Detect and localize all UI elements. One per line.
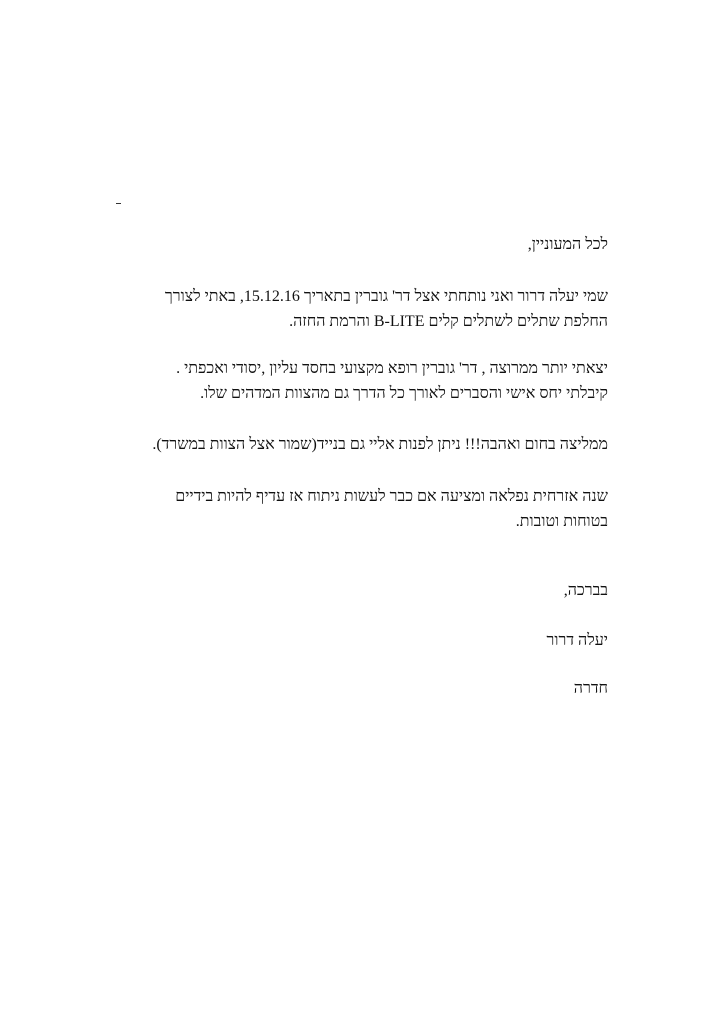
paragraph-surgery-details	[94, 284, 608, 334]
paragraph-new-year-wishes	[94, 484, 608, 534]
paragraph-line: קיבלתי יחס אישי והסברים לאורך כל הדרך גם מהצוות המדהים שלו.	[200, 385, 608, 402]
paragraph-line: שנה אזרחית נפלאה ומציעה אם כבר לעשות ניתוח אז עדיף להיות בידיים	[175, 488, 608, 505]
signer-city	[94, 676, 608, 701]
closing-line: בברכה,	[563, 582, 608, 599]
paragraph-recommendation	[94, 432, 608, 457]
stray-dash-mark	[116, 203, 121, 204]
signer-name-line: יעלה דרור	[546, 632, 608, 649]
paragraph-satisfaction	[94, 356, 608, 406]
letter-closing	[94, 578, 608, 603]
paragraph-line: בטוחות וטובות.	[515, 513, 608, 530]
signer-city-line: חדרה	[573, 680, 608, 697]
greeting-line: לכל המעוניין,	[527, 236, 608, 253]
signer-name	[94, 628, 608, 653]
paragraph-line: ממליצה בחום ואהבה!!! ניתן לפנות אליי גם בנייד(שמור אצל הצוות במשרד).	[152, 436, 608, 453]
paragraph-line: יצאתי יותר ממרוצה , דר' גוברין רופא מקצועי בחסד עליון ,יסודי ואכפתי .	[176, 360, 608, 377]
paragraph-line: החלפת שתלים לשתלים קלים B-LITE והרמת החזה.	[289, 313, 608, 330]
letter-greeting	[94, 232, 608, 257]
paragraph-line: שמי יעלה דרור ואני נותחתי אצל דר' גוברין בתאריך 15.12.16, באתי לצורך	[164, 288, 608, 305]
